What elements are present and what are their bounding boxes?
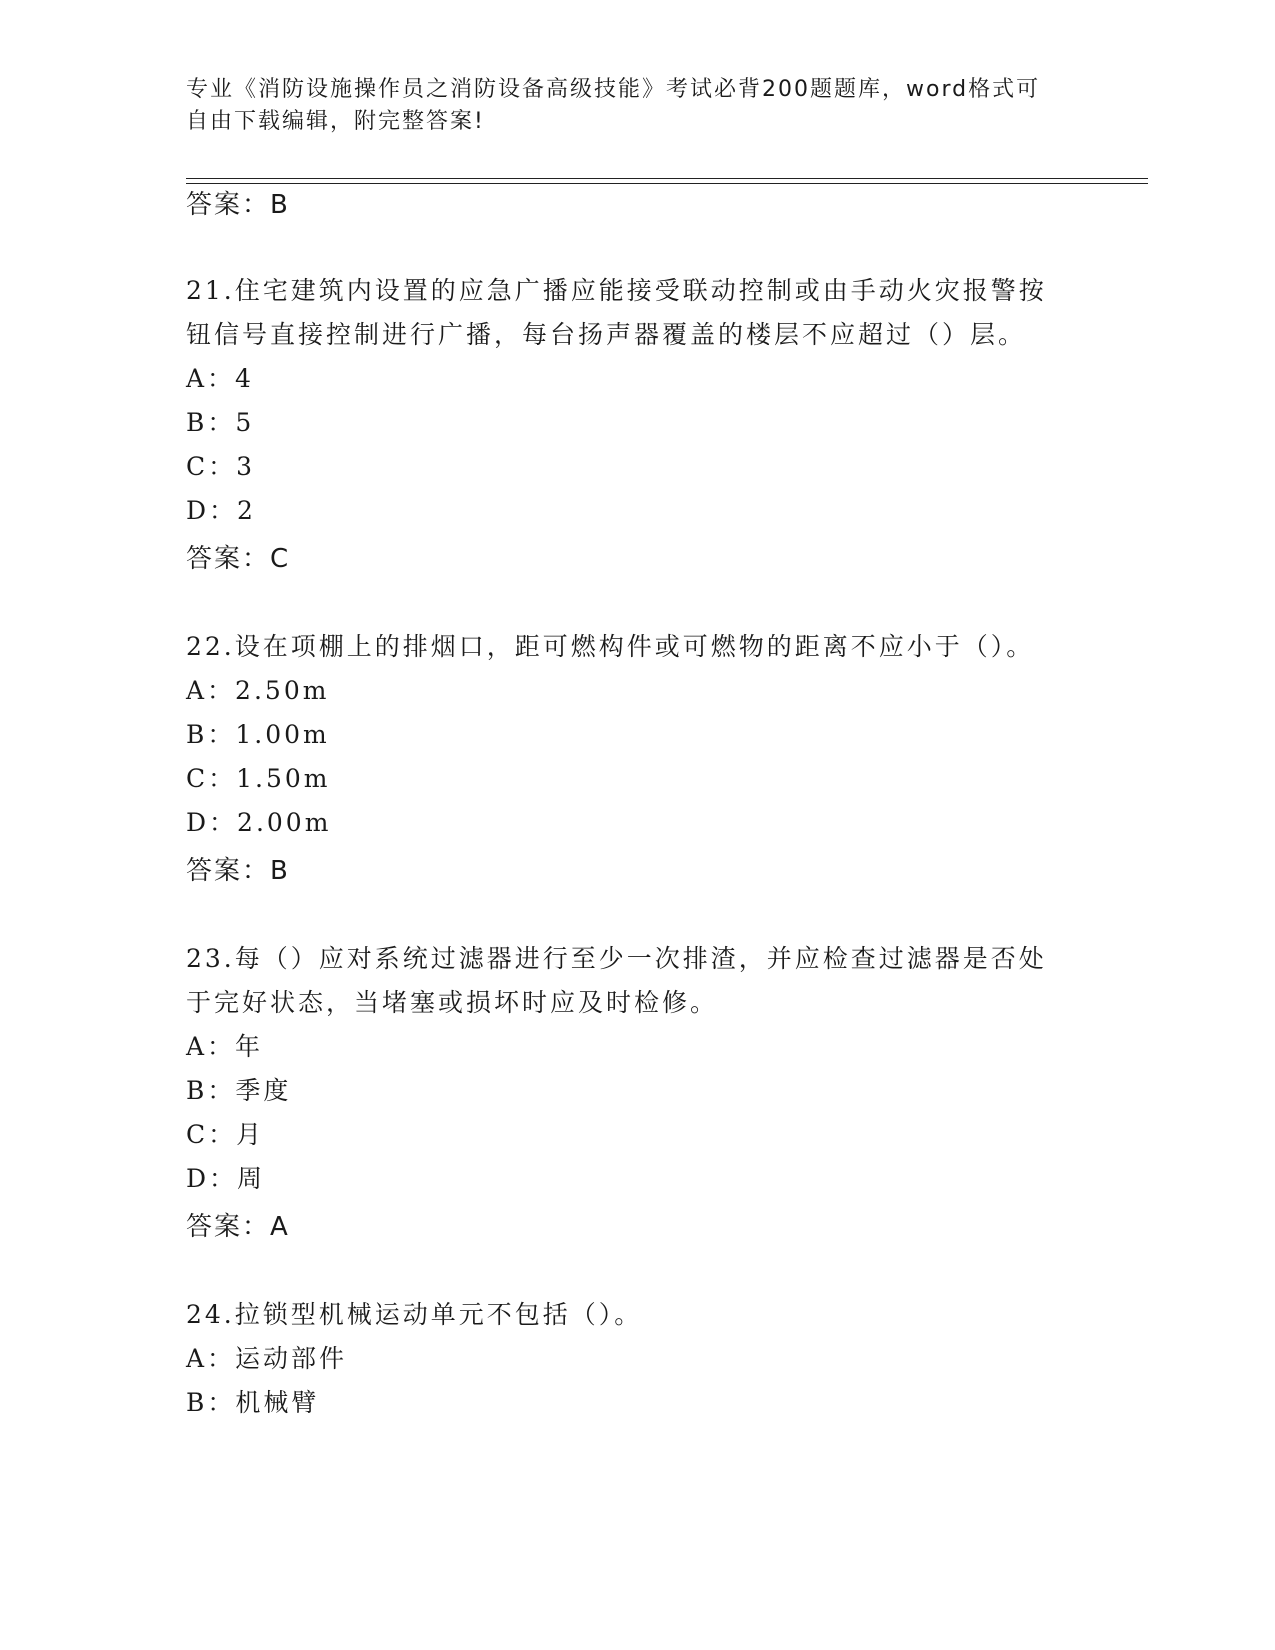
question-23-option-d: D：周 bbox=[186, 1164, 266, 1193]
question-24-line-1: 24.拉锁型机械运动单元不包括（）。 bbox=[186, 1300, 643, 1329]
question-23-line-1: 23.每（）应对系统过滤器进行至少一次排渣，并应检查过滤器是否处 bbox=[186, 944, 1047, 973]
question-21-line-1: 21.住宅建筑内设置的应急广播应能接受联动控制或由手动火灾报警按 bbox=[186, 276, 1047, 305]
question-22-answer: 答案：B bbox=[186, 856, 290, 886]
question-21-option-c: C：3 bbox=[186, 452, 256, 481]
prev-answer: 答案：B bbox=[186, 190, 290, 220]
question-22-line-1: 22.设在项棚上的排烟口，距可燃构件或可燃物的距离不应小于（）。 bbox=[186, 632, 1035, 661]
header-rule-top bbox=[186, 178, 1148, 179]
question-22-option-a: A：2.50m bbox=[186, 676, 330, 705]
question-22-option-c: C：1.50m bbox=[186, 764, 331, 793]
question-24-option-b: B：机械臂 bbox=[186, 1388, 320, 1417]
header-line-1: 专业《消防设施操作员之消防设备高级技能》考试必背200题题库，word格式可 bbox=[186, 77, 1041, 102]
question-22-option-b: B：1.00m bbox=[186, 720, 330, 749]
question-21-option-b: B：5 bbox=[186, 408, 255, 437]
question-23-option-b: B：季度 bbox=[186, 1076, 292, 1105]
question-21-option-a: A：4 bbox=[186, 364, 254, 393]
document-header bbox=[186, 74, 1086, 138]
header-rule-bottom bbox=[186, 183, 1148, 184]
question-22-option-d: D：2.00m bbox=[186, 808, 332, 837]
question-21-line-2: 钮信号直接控制进行广播，每台扬声器覆盖的楼层不应超过（）层。 bbox=[186, 320, 1027, 349]
question-23-line-2: 于完好状态，当堵塞或损坏时应及时检修。 bbox=[186, 988, 719, 1017]
header-line-2: 自由下载编辑，附完整答案! bbox=[186, 109, 485, 134]
question-23-option-a: A：年 bbox=[186, 1032, 264, 1061]
question-21-answer: 答案：C bbox=[186, 544, 291, 574]
question-23-option-c: C：月 bbox=[186, 1120, 265, 1149]
question-21-option-d: D：2 bbox=[186, 496, 256, 525]
question-24-option-a: A：运动部件 bbox=[186, 1344, 348, 1373]
question-23-answer: 答案：A bbox=[186, 1212, 290, 1242]
